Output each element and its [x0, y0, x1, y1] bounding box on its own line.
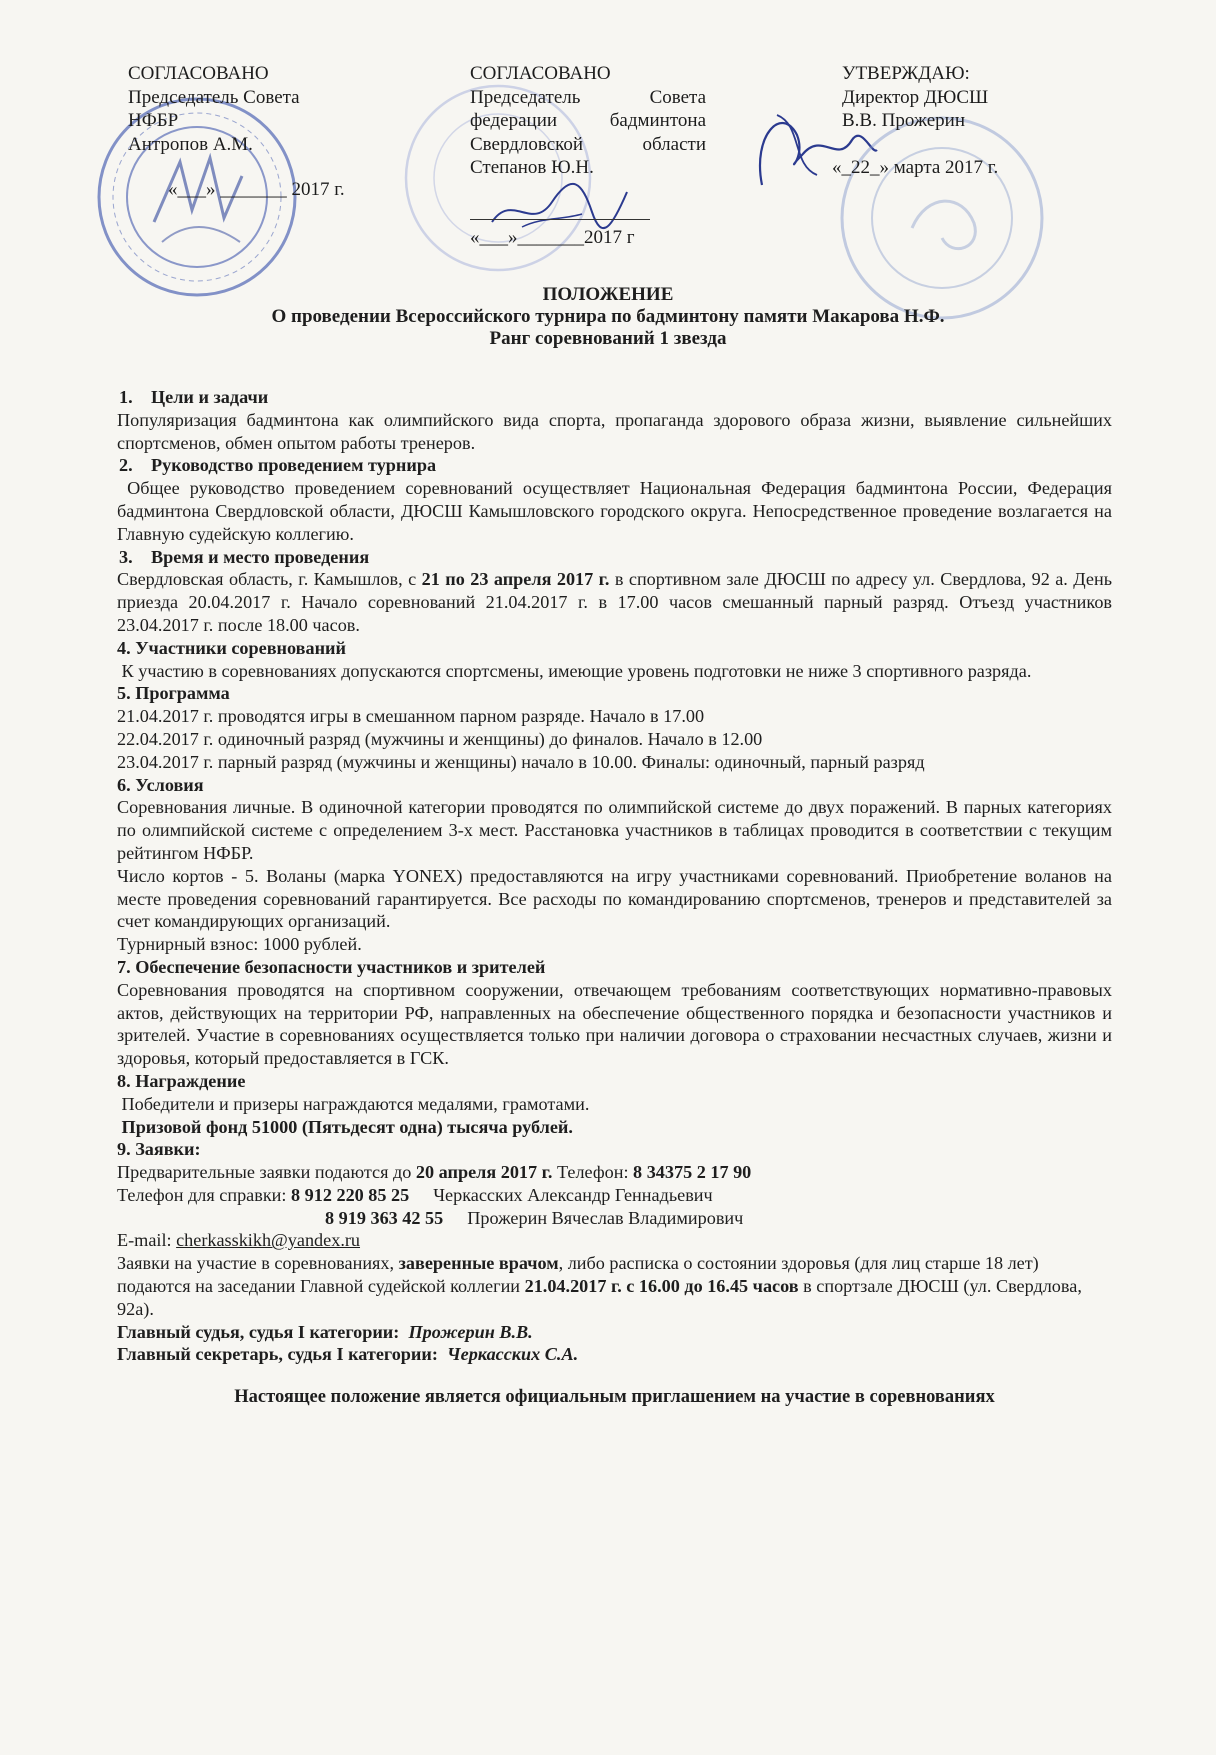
document-body: [117, 386, 1112, 1409]
approval-line: Степанов Ю.Н.: [470, 157, 594, 178]
event-dates: 21 по 23 апреля 2017 г.: [421, 569, 610, 590]
phone-number: 8 34375 2 17 90: [633, 1162, 752, 1183]
title-subject: О проведении Всероссийского турнира по бадминтону памяти Макарова Н.Ф.: [271, 306, 945, 327]
section-heading: 6. Условия: [117, 774, 204, 795]
approval-nfbr: [128, 62, 388, 202]
approval-line: Свердловской области: [470, 133, 706, 155]
text-span: Телефон для справки:: [117, 1184, 291, 1205]
prize-fund-text: Призовой фонд 51000 (Пятьдесят одна) тысяча рублей.: [121, 1116, 573, 1137]
email-line: [117, 1229, 1112, 1252]
section-heading: [117, 386, 1112, 409]
approval-line: НФБР: [128, 110, 179, 131]
approval-heading: СОГЛАСОВАНО: [470, 63, 611, 84]
section-text: [117, 1093, 1112, 1116]
program-line: 21.04.2017 г. проводятся игры в смешанном парном разряде. Начало в 17.00: [117, 706, 705, 727]
contact-name: Прожерин Вячеслав Владимирович: [467, 1207, 744, 1228]
judge-name: Прожерин В.В.: [408, 1321, 533, 1342]
approval-date: «___» _______ 2017 г.: [168, 179, 345, 200]
approval-line: Председатель Совета: [470, 86, 706, 108]
approval-line: Председатель Совета: [128, 86, 300, 108]
section-number: 2.: [119, 455, 133, 476]
approval-line: В.В. Прожерин: [842, 110, 965, 131]
document-title: [0, 284, 1216, 350]
approval-federation: [470, 62, 706, 250]
approval-date: «_22_» марта 2017 г.: [832, 156, 999, 178]
section-text-span: Победители и призеры награждаются медалями, грамотами.: [121, 1093, 590, 1114]
section-heading: 9. Заявки:: [117, 1139, 201, 1160]
approval-heading: УТВЕРЖДАЮ:: [842, 63, 970, 84]
section-text-span: К участию в соревнованиях допускаются спортсмены, имеющие уровень подготовки не ниже 3 спортивного разряда.: [121, 660, 1032, 681]
approval-line: федерации бадминтона: [470, 110, 706, 131]
section-title: Время и место проведения: [151, 546, 370, 567]
section-text: Популяризация бадминтона как олимпийского вида спорта, пропаганда здорового образа жизни, выявление сильнейших спортсменов, обмен опытом работы тренеров.: [117, 409, 1112, 453]
chief-judge: [117, 1321, 1112, 1344]
approval-line: Директор ДЮСШ: [842, 86, 989, 108]
meeting-date: 21.04.2017 г. с 16.00 до 16.45 часов: [524, 1276, 799, 1297]
section-heading: 8. Награждение: [117, 1070, 246, 1091]
text-span: Телефон:: [552, 1162, 634, 1183]
phone-number: 8 912 220 85 25: [291, 1184, 410, 1205]
section-heading: [117, 546, 1112, 569]
title-main: ПОЛОЖЕНИЕ: [542, 284, 674, 305]
judge-label: Главный секретарь, судья I категории:: [117, 1344, 438, 1365]
section-heading: 7. Обеспечение безопасности участников и зрителей: [117, 956, 546, 977]
text-span-bold: заверенные врачом: [398, 1253, 559, 1274]
invitation-footer: Настоящее положение является официальным приглашением на участие в соревнованиях: [234, 1387, 995, 1408]
text-span: E-mail:: [117, 1230, 177, 1251]
section-heading: [117, 454, 1112, 477]
section-text: [117, 568, 1112, 636]
section-heading: 5. Программа: [117, 683, 230, 704]
prize-fund: [117, 1116, 1112, 1139]
text-span: Предварительные заявки подаются до: [117, 1162, 416, 1183]
section-text: [117, 660, 1112, 683]
reference-phone-2: [117, 1207, 1112, 1230]
text-span: Свердловская область, г. Камышлов, с: [117, 569, 422, 590]
program-line: 23.04.2017 г. парный разряд (мужчины и женщины) начало в 10.00. Финалы: одиночный, парный разряд: [117, 751, 925, 772]
phone-number: 8 919 363 42 55: [325, 1207, 444, 1228]
title-rank: Ранг соревнований 1 звезда: [489, 328, 727, 349]
section-text: Число кортов - 5. Воланы (марка YONEX) предоставляются на игру участниками соревнований. Приобретение воланов на месте проведения соревнований гарантируется. Все расходы по командированию спортсменов, тренеров и представителей за счет командирующих организаций.: [117, 865, 1112, 932]
program-line: 22.04.2017 г. одиночный разряд (мужчины и женщины) до финалов. Начало в 12.00: [117, 728, 763, 749]
section-heading: 4. Участники соревнований: [117, 637, 347, 658]
reference-phone-1: [117, 1184, 1112, 1207]
text-span: в спортивном зале ДЮСШ по адресу ул. Свердлова, 92 а. День приезда 20.04.2017 г. Начало соревнований 21.04.2017 г. в 17.00 часов смешанный парный разряд. Отъезд участников 23.04.2017 г. после 18.00 часов.: [117, 569, 1112, 635]
judge-name: Черкасских С.А.: [447, 1344, 579, 1365]
judge-label: Главный судья, судья I категории:: [117, 1321, 400, 1342]
contact-name: Черкасских Александр Геннадьевич: [433, 1184, 713, 1205]
tournament-fee: Турнирный взнос: 1000 рублей.: [117, 934, 362, 955]
section-text-span: Общее руководство проведением соревнований осуществляет Национальная Федерация бадминтона России, Федерация бадминтона Свердловской области, ДЮСШ Камышловского городского округа. Непосредственное проведение возлагается на Главную судейскую коллегию.: [117, 478, 1112, 544]
section-number: 1.: [119, 387, 133, 407]
section-title: Руководство проведением турнира: [151, 455, 437, 476]
approval-date: «___»_______2017 г: [470, 227, 635, 248]
application-rules: [117, 1252, 1112, 1320]
approval-director: [832, 62, 1082, 179]
section-text: Соревнования проводятся на спортивном сооружении, отвечающем требованиям соответствующих нормативно-правовых актов, действующих на территории РФ, направленных на обеспечение общественного порядка и безопасности участников и зрителей. Участие в соревнованиях осуществляется только при наличии договора о страховании несчастных случаев, жизни и здоровья, который предоставляется в ГСК.: [117, 979, 1112, 1069]
section-text: Соревнования личные. В одиночной категории проводятся по олимпийской системе до двух поражений. В парных категориях по олимпийской системе с определением 3-х мест. Расстановка участников в таблицах проводится в соответствии с текущим рейтингом НФБР.: [117, 797, 1112, 863]
text-span: в спортзале ДЮСШ (ул. Свердлова, 92а).: [117, 1276, 1082, 1319]
deadline-date: 20 апреля 2017 г.: [415, 1162, 553, 1183]
preliminary-applications: [117, 1161, 1112, 1184]
section-number: 3.: [119, 546, 133, 567]
email-link[interactable]: cherkasskikh@yandex.ru: [176, 1230, 361, 1251]
signature-line: [470, 218, 650, 220]
approval-heading: СОГЛАСОВАНО: [128, 63, 269, 84]
chief-secretary: [117, 1343, 1112, 1366]
approval-line: Антропов А.М.: [128, 133, 253, 155]
text-span: , либо расписка о состоянии здоровья (для лиц старше 18 лет) подаются на заседании Главной судейской коллегии: [117, 1253, 1039, 1297]
section-text: [117, 477, 1112, 545]
section-title: Цели и задачи: [151, 387, 269, 407]
text-span: Заявки на участие в соревнованиях,: [117, 1253, 399, 1274]
